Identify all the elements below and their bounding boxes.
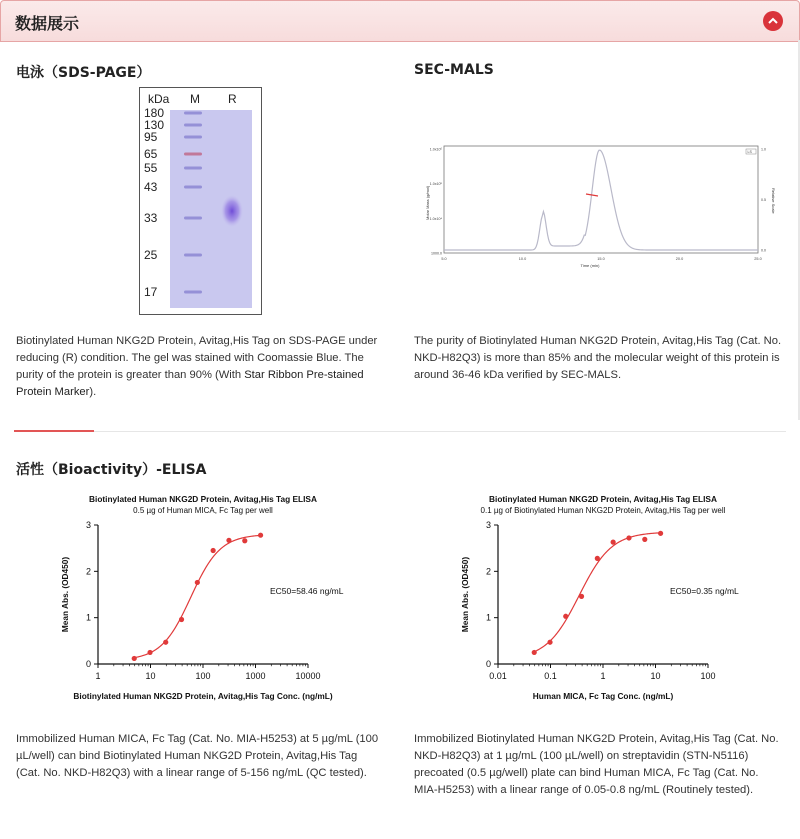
elisa-ylabel: Mean Abs. (OD450) bbox=[60, 556, 70, 633]
elisa-data-point bbox=[532, 650, 537, 655]
mals-title: SEC-MALS bbox=[414, 62, 494, 78]
elisa1-desc-line: Immobilized Human MICA, Fc Tag (Cat. No. MIA-H5253) at 5 µg/mL (100 bbox=[16, 733, 379, 745]
mals-description bbox=[414, 333, 786, 384]
elisa-data-point bbox=[658, 531, 663, 536]
mals-y-tick: 1.0x10⁵ bbox=[429, 182, 442, 187]
mals-legend: LS bbox=[747, 150, 752, 154]
gel-lane-m-label: M bbox=[190, 92, 200, 106]
sds-desc-line: reducing (R) condition. The gel was stained with Coomassie Blue. The bbox=[16, 352, 364, 364]
gel-ladder-band bbox=[184, 217, 202, 220]
elisa-data-point bbox=[579, 594, 584, 599]
elisa-x-tick-label: 10000 bbox=[295, 671, 321, 681]
mals-x-tick: 20.0 bbox=[675, 257, 684, 261]
elisa-data-point bbox=[611, 540, 616, 545]
sds-desc-line: Biotinylated Human NKG2D Protein, Avitag,His Tag on SDS-PAGE under bbox=[16, 335, 378, 347]
section-divider bbox=[14, 431, 786, 432]
sds-desc-line: ). bbox=[89, 386, 97, 398]
elisa-y-tick-label: 0 bbox=[85, 659, 91, 669]
elisa-xlabel: Biotinylated Human NKG2D Protein, Avitag,His Tag Conc. (ng/mL) bbox=[73, 691, 333, 701]
sds-description bbox=[16, 333, 386, 401]
mals-x-tick: 5.0 bbox=[441, 257, 447, 261]
elisa-data-point bbox=[626, 535, 631, 540]
elisa-x-tick-label: 1 bbox=[600, 671, 606, 681]
gel-marker-label: 55 bbox=[144, 161, 158, 175]
elisa-data-point bbox=[547, 640, 552, 645]
elisa-data-point bbox=[258, 533, 263, 538]
section-title: 数据展示 bbox=[15, 14, 80, 33]
elisa-fit-curve bbox=[134, 535, 260, 657]
mals-xlabel: Time (min) bbox=[580, 263, 600, 268]
mals-y2-tick: 0.5 bbox=[761, 198, 766, 202]
mals-y-tick: 1000.0 bbox=[431, 251, 442, 256]
sds-desc-line: purity of the protein is greater than 90% (With bbox=[16, 369, 245, 381]
sds-title: 电泳（SDS-PAGE） bbox=[16, 65, 151, 81]
elisa-x-tick-label: 100 bbox=[195, 671, 211, 681]
gel-ladder-band bbox=[184, 167, 202, 170]
protein-marker-link[interactable]: Protein Marker bbox=[16, 386, 90, 398]
elisa-y-tick-label: 3 bbox=[485, 520, 491, 530]
elisa-xlabel: Human MICA, Fc Tag Conc. (ng/mL) bbox=[532, 691, 674, 701]
elisa-chart-1 bbox=[40, 490, 380, 710]
gel-ladder-band bbox=[184, 291, 202, 294]
elisa-data-point bbox=[226, 538, 231, 543]
elisa-y-tick-label: 1 bbox=[85, 612, 91, 623]
mals-y-tick: 1.0x10⁶ bbox=[429, 147, 442, 152]
collapse-button[interactable] bbox=[763, 11, 783, 31]
elisa-y-tick-label: 2 bbox=[485, 566, 491, 577]
gel-marker-label: 43 bbox=[144, 180, 158, 194]
mals-y-tick: 1.0x10⁴ bbox=[429, 216, 442, 221]
elisa-data-point bbox=[242, 538, 247, 543]
elisa1-description bbox=[16, 731, 396, 782]
gel-ladder-band bbox=[184, 136, 202, 139]
elisa-y-tick-label: 3 bbox=[85, 520, 91, 530]
elisa-data-point bbox=[595, 556, 600, 561]
mals-x-tick: 15.0 bbox=[597, 257, 605, 261]
gel-marker-label: 25 bbox=[144, 248, 158, 262]
elisa-x-tick-label: 1000 bbox=[245, 671, 266, 681]
bioactivity-title: 活性（Bioactivity）-ELISA bbox=[16, 462, 207, 478]
section-divider-accent bbox=[14, 430, 94, 432]
mals-x-tick: 25.0 bbox=[754, 257, 762, 261]
mals-ylabel: Molar Mass (g/mol) bbox=[425, 185, 430, 220]
gel-protein-band bbox=[221, 195, 243, 227]
elisa-ec50-annotation: EC50=58.46 ng/mL bbox=[270, 586, 344, 596]
elisa-subtitle: 0.1 µg of Biotinylated Human NKG2D Protein, Avitag,His Tag per well bbox=[480, 506, 726, 515]
elisa-y-tick-label: 0 bbox=[485, 659, 491, 669]
gel-ladder-band bbox=[184, 186, 202, 189]
chevron-up-icon bbox=[763, 11, 783, 31]
mals-desc-line: NKD-H82Q3) is more than 85% and the molecular weight of this protein is bbox=[414, 352, 780, 364]
elisa-y-tick-label: 2 bbox=[85, 566, 91, 577]
elisa-x-tick-label: 0.01 bbox=[489, 671, 507, 681]
elisa-data-point bbox=[195, 580, 200, 585]
mals-desc-line: The purity of Biotinylated Human NKG2D Protein, Avitag,His Tag (Cat. No. bbox=[414, 335, 782, 347]
sec-mals-chart bbox=[414, 140, 774, 270]
gel-ladder-band bbox=[184, 124, 202, 127]
gel-marker-label: 95 bbox=[144, 130, 158, 144]
star-ribbon-marker-link[interactable]: Star Ribbon Pre-stained bbox=[244, 369, 364, 381]
mals-y2label: Relative Scale bbox=[771, 188, 776, 214]
gel-lane-r-label: R bbox=[228, 92, 237, 106]
elisa-data-point bbox=[132, 656, 137, 661]
elisa1-desc-line: (Cat. No. NKD-H82Q3) with a linear range of 5-156 ng/mL (QC tested). bbox=[16, 767, 367, 779]
mals-desc-line: around 36-46 kDa verified by SEC-MALS. bbox=[414, 369, 622, 381]
elisa-subtitle: 0.5 µg of Human MICA, Fc Tag per well bbox=[133, 506, 273, 515]
elisa-ylabel: Mean Abs. (OD450) bbox=[460, 556, 470, 633]
elisa2-description bbox=[414, 731, 794, 799]
gel-ladder-band bbox=[184, 254, 202, 257]
elisa-data-point bbox=[563, 614, 568, 619]
elisa-data-point bbox=[642, 537, 647, 542]
sds-gel-image bbox=[139, 87, 262, 315]
section-header bbox=[0, 0, 800, 42]
elisa-x-tick-label: 10 bbox=[145, 671, 156, 681]
elisa-title: Biotinylated Human NKG2D Protein, Avitag,His Tag ELISA bbox=[489, 494, 717, 504]
mals-y2-tick: 0.0 bbox=[761, 248, 766, 253]
elisa-x-tick-label: 100 bbox=[700, 671, 716, 681]
gel-marker-label: 65 bbox=[144, 147, 158, 161]
elisa1-desc-line: µL/well) can bind Biotinylated Human NKG2D Protein, Avitag,His Tag bbox=[16, 750, 358, 762]
elisa-data-point bbox=[147, 650, 152, 655]
gel-marker-label: 130 bbox=[144, 118, 165, 132]
elisa-ec50-annotation: EC50=0.35 ng/mL bbox=[670, 586, 739, 596]
gel-marker-label: 33 bbox=[144, 211, 158, 225]
elisa2-desc-line: NKD-H82Q3) at 1 µg/mL (100 µL/well) on streptavidin (STN-N5116) bbox=[414, 750, 749, 762]
elisa-title: Biotinylated Human NKG2D Protein, Avitag,His Tag ELISA bbox=[89, 494, 317, 504]
mals-y2-tick: 1.0 bbox=[761, 147, 766, 152]
elisa2-desc-line: precoated (0.5 µg/well) plate can bind Human MICA, Fc Tag (Cat. No. bbox=[414, 767, 759, 779]
gel-unit-label: kDa bbox=[148, 92, 170, 106]
elisa-data-point bbox=[163, 640, 168, 645]
elisa-x-tick-label: 10 bbox=[650, 671, 661, 681]
elisa-y-tick-label: 1 bbox=[485, 612, 491, 623]
elisa-x-tick-label: 0.1 bbox=[544, 671, 557, 681]
elisa2-desc-line: Immobilized Biotinylated Human NKG2D Protein, Avitag,His Tag (Cat. No. bbox=[414, 733, 779, 745]
gel-ladder-band bbox=[184, 112, 202, 115]
elisa-data-point bbox=[179, 617, 184, 622]
gel-ladder-band bbox=[184, 153, 202, 156]
elisa2-desc-line: MIA-H5253) with a linear range of 0.05-0.8 ng/mL (Routinely tested). bbox=[414, 784, 754, 796]
elisa-data-point bbox=[211, 548, 216, 553]
elisa-x-tick-label: 1 bbox=[95, 671, 101, 681]
elisa-chart-2 bbox=[440, 490, 780, 710]
mals-x-tick: 10.0 bbox=[518, 257, 527, 261]
gel-marker-label: 17 bbox=[144, 285, 158, 299]
gel-marker-label: 180 bbox=[144, 106, 165, 120]
elisa-fit-curve bbox=[534, 533, 660, 652]
